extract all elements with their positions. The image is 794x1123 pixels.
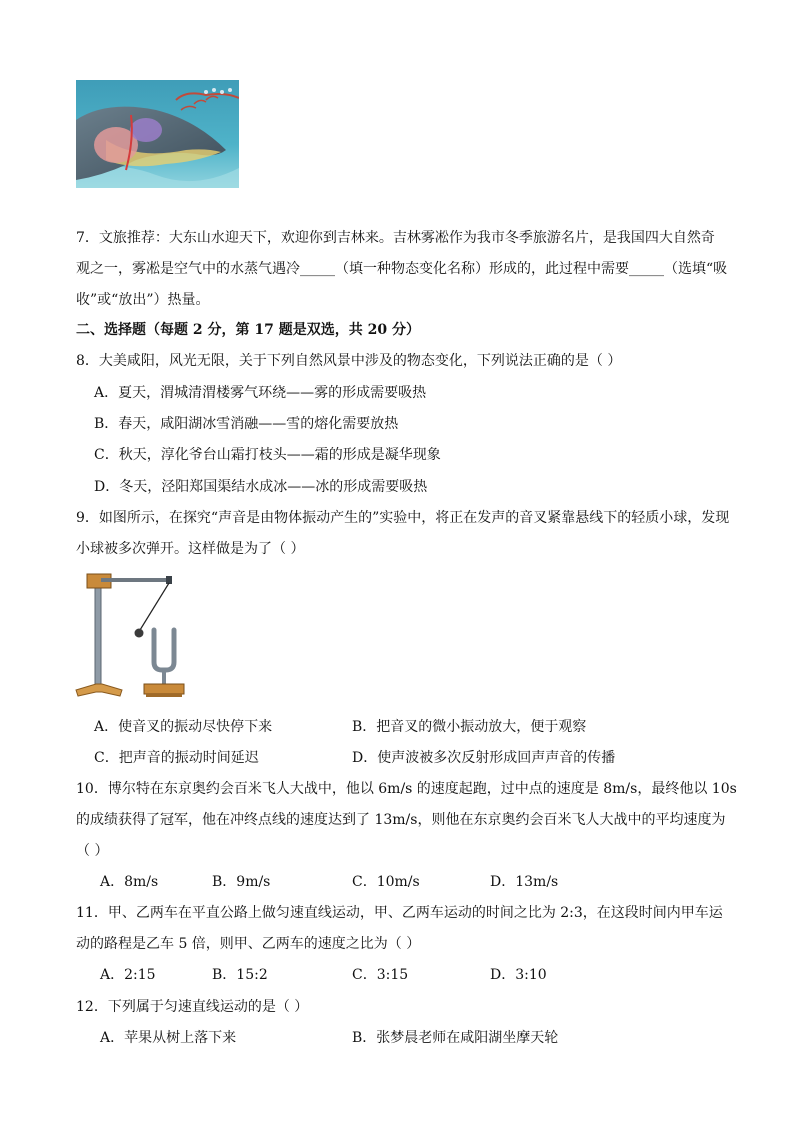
q10-line-2: 的成绩获得了冠军，他在冲终点线的速度达到了 13m/s，则他在东京奥约会百米飞人大战中的平均速度为 xyxy=(76,812,726,828)
q10-line-3: （ ） xyxy=(76,843,109,859)
dolphin-photo xyxy=(76,80,239,188)
q11-option-b: B．15:2 xyxy=(212,967,268,983)
q7-line-2: 观之一，雾凇是空气中的水蒸气遇冷_____（填一种物态变化名称）形成的，此过程中需要_____（选填“吸 xyxy=(76,261,728,277)
q11-line-1: 11．甲、乙两车在平直公路上做匀速直线运动，甲、乙两车运动的时间之比为 2:3，在这段时间内甲车运 xyxy=(76,905,723,921)
section-heading: 二、选择题（每题 2 分，第 17 题是双选，共 20 分） xyxy=(76,322,420,338)
q11-line-2: 动的路程是乙车 5 倍，则甲、乙两车的速度之比为（ ） xyxy=(76,936,421,952)
q11-option-c: C．3:15 xyxy=(352,967,409,983)
q8-option-b: B．春天，咸阳湖冰雪消融——雪的熔化需要放热 xyxy=(94,416,399,432)
q10-option-d: D．13m/s xyxy=(490,874,559,890)
q12-stem: 12．下列属于匀速直线运动的是（ ） xyxy=(76,999,309,1015)
tuning-fork-diagram xyxy=(74,570,204,706)
q8-option-d: D．冬天，泾阳郑国渠结水成冰——冰的形成需要吸热 xyxy=(94,479,428,495)
q12-option-a: A．苹果从树上落下来 xyxy=(100,1030,237,1046)
dolphin-image xyxy=(76,80,239,188)
q9-line-2: 小球被多次弹开。这样做是为了（ ） xyxy=(76,541,305,557)
q9-option-c: C．把声音的振动时间延迟 xyxy=(94,750,259,766)
q7-line-3: 收”或“放出”）热量。 xyxy=(76,292,210,308)
q9-option-d: D．使声波被多次反射形成回声声音的传播 xyxy=(352,750,616,766)
q8-stem: 8．大美咸阳，风光无限，关于下列自然风景中涉及的物态变化，下列说法正确的是（ ） xyxy=(76,353,622,369)
q11-option-a: A．2:15 xyxy=(100,967,156,983)
q9-option-a: A．使音叉的振动尽快停下来 xyxy=(94,719,273,735)
q10-option-c: C．10m/s xyxy=(352,874,420,890)
q7-line-1: 7．文旅推荐：大东山水迎天下，欢迎你到吉林来。吉林雾凇作为我市冬季旅游名片，是我国四大自然奇 xyxy=(76,230,715,246)
q11-option-d: D．3:10 xyxy=(490,967,547,983)
q9-line-1: 9．如图所示，在探究“声音是由物体振动产生的”实验中，将正在发声的音叉紧靠悬线下的轻质小球，发现 xyxy=(76,510,730,526)
q10-option-a: A．8m/s xyxy=(100,874,159,890)
q9-option-b: B．把音叉的微小振动放大，便于观察 xyxy=(352,719,587,735)
q8-option-a: A．夏天，渭城清渭楼雾气环绕——雾的形成需要吸热 xyxy=(94,385,427,401)
q12-option-b: B．张梦晨老师在咸阳湖坐摩天轮 xyxy=(352,1030,559,1046)
q8-option-c: C．秋天，淳化爷台山霜打枝头——霜的形成是凝华现象 xyxy=(94,447,441,463)
q10-option-b: B．9m/s xyxy=(212,874,271,890)
apparatus-drawing xyxy=(74,570,204,706)
q10-line-1: 10．博尔特在东京奥约会百米飞人大战中，他以 6m/s 的速度起跑，过中点的速度是 8m/s，最终他以 10s xyxy=(76,781,737,797)
